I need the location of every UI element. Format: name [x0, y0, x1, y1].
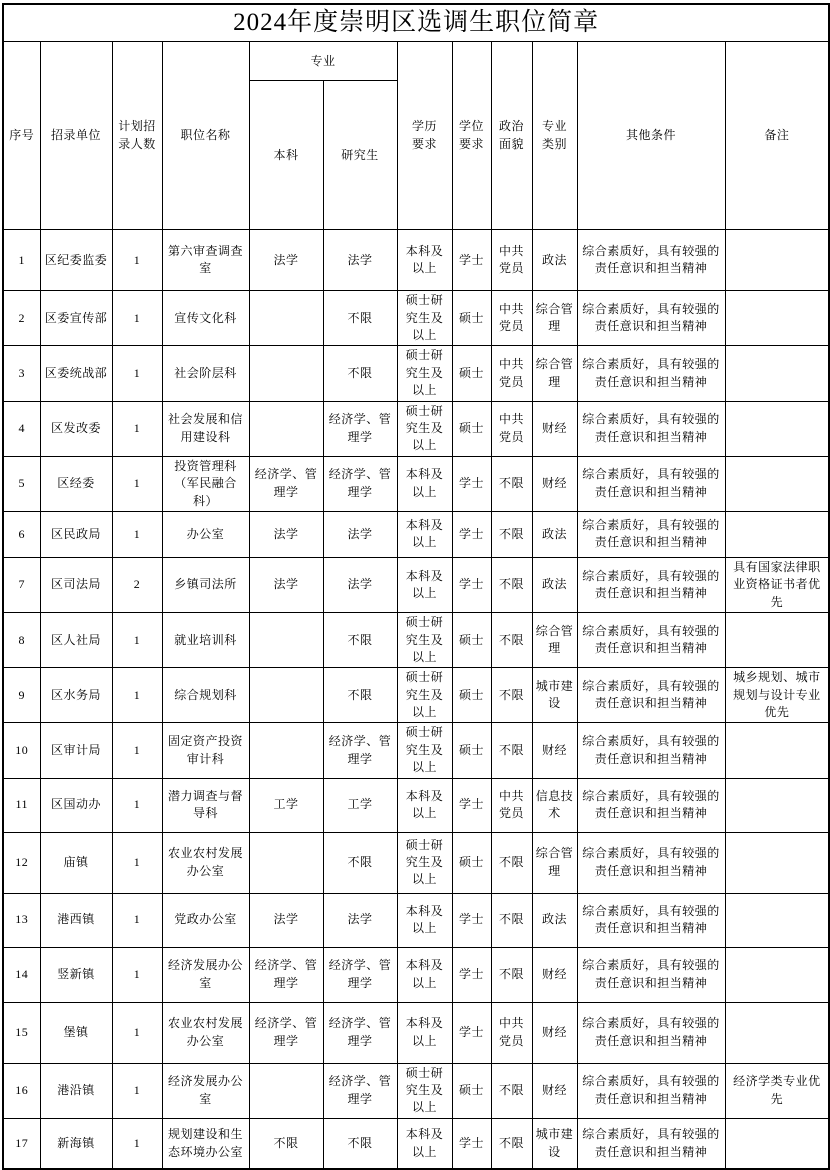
cell-degree-requirement: 硕士: [452, 346, 491, 401]
cell-seq: 11: [3, 778, 40, 832]
cell-other-conditions: 综合素质好，具有较强的责任意识和担当精神: [577, 723, 725, 778]
header-plan: [112, 42, 162, 230]
cell-unit: 港沿镇: [40, 1063, 112, 1118]
cell-other-conditions: 综合素质好，具有较强的责任意识和担当精神: [577, 346, 725, 401]
cell-edu-requirement: 硕士研究生及以上: [397, 401, 452, 456]
table-row: [3, 401, 829, 456]
cell-seq: 8: [3, 613, 40, 668]
cell-unit: 区委宣传部: [40, 291, 112, 346]
header-remarks: 备注: [725, 42, 829, 230]
cell-plan: 1: [112, 613, 162, 668]
cell-position: 潜力调查与督导科: [162, 778, 249, 832]
page-title: 2024年度崇明区选调生职位简章: [3, 4, 829, 42]
cell-remarks: [725, 613, 829, 668]
cell-plan: 1: [112, 947, 162, 1002]
cell-degree-requirement: 学士: [452, 778, 491, 832]
cell-major-graduate: 不限: [323, 291, 397, 346]
cell-major-category: 财经: [532, 723, 577, 778]
cell-position: 规划建设和生态环境办公室: [162, 1118, 249, 1169]
cell-degree-requirement: 学士: [452, 1118, 491, 1169]
cell-position: 投资管理科（军民融合科）: [162, 456, 249, 511]
cell-political-status: 不限: [491, 1118, 532, 1169]
cell-position: 经济发展办公室: [162, 947, 249, 1002]
cell-other-conditions: 综合素质好，具有较强的责任意识和担当精神: [577, 893, 725, 947]
cell-major-graduate: 经济学、管理学: [323, 1063, 397, 1118]
cell-unit: 区水务局: [40, 668, 112, 723]
table-row: [3, 511, 829, 557]
cell-degree-requirement: 硕士: [452, 723, 491, 778]
cell-remarks: [725, 230, 829, 291]
cell-seq: 17: [3, 1118, 40, 1169]
cell-edu-requirement: 硕士研究生及以上: [397, 346, 452, 401]
table-row: [3, 723, 829, 778]
cell-major-category: 政法: [532, 230, 577, 291]
cell-degree-requirement: 硕士: [452, 1063, 491, 1118]
cell-plan: 1: [112, 668, 162, 723]
cell-seq: 13: [3, 893, 40, 947]
header-major-undergraduate: 本科: [249, 81, 323, 230]
header-degree: [452, 42, 491, 230]
cell-major-graduate: 不限: [323, 668, 397, 723]
cell-edu-requirement: 本科及以上: [397, 511, 452, 557]
cell-position: 固定资产投资审计科: [162, 723, 249, 778]
cell-other-conditions: 综合素质好，具有较强的责任意识和担当精神: [577, 401, 725, 456]
cell-major-category: 财经: [532, 947, 577, 1002]
cell-major-undergraduate: 工学: [249, 778, 323, 832]
cell-unit: 堡镇: [40, 1002, 112, 1063]
cell-other-conditions: 综合素质好，具有较强的责任意识和担当精神: [577, 668, 725, 723]
header-unit: 招录单位: [40, 42, 112, 230]
cell-other-conditions: 综合素质好，具有较强的责任意识和担当精神: [577, 291, 725, 346]
cell-other-conditions: 综合素质好，具有较强的责任意识和担当精神: [577, 778, 725, 832]
cell-other-conditions: 综合素质好，具有较强的责任意识和担当精神: [577, 511, 725, 557]
cell-degree-requirement: 硕士: [452, 668, 491, 723]
cell-major-category: 综合管理: [532, 346, 577, 401]
cell-other-conditions: 综合素质好，具有较强的责任意识和担当精神: [577, 557, 725, 612]
cell-plan: 1: [112, 230, 162, 291]
cell-major-category: 政法: [532, 893, 577, 947]
cell-degree-requirement: 硕士: [452, 401, 491, 456]
cell-major-undergraduate: 经济学、管理学: [249, 947, 323, 1002]
cell-major-undergraduate: [249, 346, 323, 401]
cell-major-graduate: 法学: [323, 893, 397, 947]
cell-major-category: 政法: [532, 511, 577, 557]
cell-major-undergraduate: 法学: [249, 230, 323, 291]
cell-position: 农业农村发展办公室: [162, 1002, 249, 1063]
cell-political-status: 中共党员: [491, 778, 532, 832]
cell-plan: 1: [112, 346, 162, 401]
cell-major-category: 政法: [532, 557, 577, 612]
cell-plan: 1: [112, 511, 162, 557]
table-row: [3, 557, 829, 612]
cell-major-graduate: 经济学、管理学: [323, 401, 397, 456]
cell-major-undergraduate: [249, 1063, 323, 1118]
table-row: [3, 346, 829, 401]
cell-major-undergraduate: 经济学、管理学: [249, 1002, 323, 1063]
cell-major-category: 城市建设: [532, 1118, 577, 1169]
cell-degree-requirement: 学士: [452, 893, 491, 947]
cell-political-status: 不限: [491, 893, 532, 947]
table-row: [3, 893, 829, 947]
cell-edu-requirement: 本科及以上: [397, 456, 452, 511]
header-position: 职位名称: [162, 42, 249, 230]
cell-position: 农业农村发展办公室: [162, 832, 249, 893]
table-row: [3, 778, 829, 832]
cell-plan: 1: [112, 778, 162, 832]
table-row: [3, 947, 829, 1002]
header-major-group: 专业: [249, 42, 397, 81]
cell-unit: 竖新镇: [40, 947, 112, 1002]
table-body: [3, 230, 829, 1170]
cell-seq: 10: [3, 723, 40, 778]
cell-other-conditions: 综合素质好，具有较强的责任意识和担当精神: [577, 1063, 725, 1118]
cell-position: 社会阶层科: [162, 346, 249, 401]
cell-degree-requirement: 学士: [452, 947, 491, 1002]
header-political: [491, 42, 532, 230]
cell-unit: 区审计局: [40, 723, 112, 778]
table-row: [3, 230, 829, 291]
cell-unit: 区纪委监委: [40, 230, 112, 291]
header-category-label: 专业类别: [541, 119, 567, 151]
cell-major-undergraduate: 经济学、管理学: [249, 456, 323, 511]
table-row: [3, 1118, 829, 1169]
cell-major-graduate: 工学: [323, 778, 397, 832]
cell-remarks: [725, 1118, 829, 1169]
cell-degree-requirement: 学士: [452, 557, 491, 612]
header-plan-label: 计划招录人数: [118, 119, 156, 151]
cell-degree-requirement: 硕士: [452, 832, 491, 893]
cell-edu-requirement: 本科及以上: [397, 230, 452, 291]
cell-other-conditions: 综合素质好，具有较强的责任意识和担当精神: [577, 613, 725, 668]
cell-political-status: 不限: [491, 613, 532, 668]
cell-major-category: 财经: [532, 401, 577, 456]
cell-major-category: 综合管理: [532, 832, 577, 893]
cell-unit: 港西镇: [40, 893, 112, 947]
cell-political-status: 不限: [491, 832, 532, 893]
cell-major-graduate: 不限: [323, 832, 397, 893]
header-edu-label: 学历要求: [411, 119, 437, 151]
cell-other-conditions: 综合素质好，具有较强的责任意识和担当精神: [577, 456, 725, 511]
cell-remarks: 经济学类专业优先: [725, 1063, 829, 1118]
cell-remarks: [725, 1002, 829, 1063]
cell-political-status: 不限: [491, 723, 532, 778]
header-degree-label: 学位要求: [458, 119, 484, 151]
table-row: [3, 832, 829, 893]
cell-political-status: 中共党员: [491, 346, 532, 401]
cell-seq: 5: [3, 456, 40, 511]
cell-major-undergraduate: [249, 723, 323, 778]
cell-edu-requirement: 本科及以上: [397, 778, 452, 832]
cell-other-conditions: 综合素质好，具有较强的责任意识和担当精神: [577, 947, 725, 1002]
cell-major-graduate: 不限: [323, 346, 397, 401]
cell-edu-requirement: 硕士研究生及以上: [397, 1063, 452, 1118]
cell-major-graduate: 不限: [323, 613, 397, 668]
header-political-label: 政治面貌: [498, 119, 524, 151]
cell-seq: 7: [3, 557, 40, 612]
cell-major-undergraduate: [249, 291, 323, 346]
cell-seq: 4: [3, 401, 40, 456]
cell-edu-requirement: 硕士研究生及以上: [397, 668, 452, 723]
cell-major-category: 财经: [532, 1063, 577, 1118]
cell-edu-requirement: 硕士研究生及以上: [397, 723, 452, 778]
cell-major-graduate: 经济学、管理学: [323, 723, 397, 778]
cell-edu-requirement: 本科及以上: [397, 557, 452, 612]
cell-unit: 区司法局: [40, 557, 112, 612]
table-row: [3, 668, 829, 723]
positions-table: [2, 3, 830, 1170]
table-row: [3, 456, 829, 511]
cell-remarks: [725, 456, 829, 511]
header-major-graduate: 研究生: [323, 81, 397, 230]
cell-political-status: 不限: [491, 668, 532, 723]
cell-position: 社会发展和信用建设科: [162, 401, 249, 456]
cell-other-conditions: 综合素质好，具有较强的责任意识和担当精神: [577, 1002, 725, 1063]
cell-degree-requirement: 硕士: [452, 291, 491, 346]
cell-major-graduate: 法学: [323, 230, 397, 291]
cell-position: 党政办公室: [162, 893, 249, 947]
cell-remarks: [725, 511, 829, 557]
cell-major-category: 财经: [532, 1002, 577, 1063]
cell-political-status: 中共党员: [491, 1002, 532, 1063]
cell-seq: 16: [3, 1063, 40, 1118]
cell-position: 第六审查调查室: [162, 230, 249, 291]
cell-political-status: 不限: [491, 456, 532, 511]
cell-major-undergraduate: 法学: [249, 557, 323, 612]
cell-seq: 12: [3, 832, 40, 893]
cell-plan: 1: [112, 1002, 162, 1063]
cell-position: 乡镇司法所: [162, 557, 249, 612]
cell-plan: 1: [112, 291, 162, 346]
cell-degree-requirement: 学士: [452, 230, 491, 291]
cell-major-undergraduate: [249, 613, 323, 668]
cell-major-graduate: 不限: [323, 1118, 397, 1169]
cell-seq: 14: [3, 947, 40, 1002]
header-category: [532, 42, 577, 230]
cell-unit: 区经委: [40, 456, 112, 511]
cell-degree-requirement: 学士: [452, 1002, 491, 1063]
header-seq: 序号: [3, 42, 40, 230]
cell-seq: 3: [3, 346, 40, 401]
header-other: 其他条件: [577, 42, 725, 230]
cell-political-status: 不限: [491, 1063, 532, 1118]
table-row: [3, 613, 829, 668]
cell-unit: 区委统战部: [40, 346, 112, 401]
cell-plan: 1: [112, 1063, 162, 1118]
cell-unit: 新海镇: [40, 1118, 112, 1169]
cell-seq: 1: [3, 230, 40, 291]
cell-remarks: [725, 346, 829, 401]
cell-major-undergraduate: [249, 832, 323, 893]
cell-political-status: 中共党员: [491, 401, 532, 456]
cell-political-status: 不限: [491, 557, 532, 612]
cell-major-graduate: 法学: [323, 557, 397, 612]
cell-position: 经济发展办公室: [162, 1063, 249, 1118]
cell-seq: 6: [3, 511, 40, 557]
cell-degree-requirement: 学士: [452, 511, 491, 557]
table-row: [3, 1063, 829, 1118]
cell-seq: 2: [3, 291, 40, 346]
cell-major-undergraduate: 不限: [249, 1118, 323, 1169]
cell-position: 宣传文化科: [162, 291, 249, 346]
cell-major-undergraduate: [249, 668, 323, 723]
cell-plan: 1: [112, 1118, 162, 1169]
cell-other-conditions: 综合素质好，具有较强的责任意识和担当精神: [577, 1118, 725, 1169]
cell-remarks: [725, 291, 829, 346]
cell-seq: 15: [3, 1002, 40, 1063]
cell-major-category: 城市建设: [532, 668, 577, 723]
cell-other-conditions: 综合素质好，具有较强的责任意识和担当精神: [577, 230, 725, 291]
cell-political-status: 不限: [491, 947, 532, 1002]
cell-edu-requirement: 硕士研究生及以上: [397, 291, 452, 346]
cell-major-graduate: 法学: [323, 511, 397, 557]
header-edu: [397, 42, 452, 230]
cell-remarks: 城乡规划、城市规划与设计专业优先: [725, 668, 829, 723]
cell-degree-requirement: 硕士: [452, 613, 491, 668]
cell-edu-requirement: 本科及以上: [397, 893, 452, 947]
cell-remarks: [725, 401, 829, 456]
cell-major-category: 综合管理: [532, 291, 577, 346]
cell-position: 就业培训科: [162, 613, 249, 668]
cell-remarks: [725, 778, 829, 832]
cell-edu-requirement: 硕士研究生及以上: [397, 613, 452, 668]
cell-plan: 1: [112, 723, 162, 778]
cell-major-category: 综合管理: [532, 613, 577, 668]
cell-political-status: 中共党员: [491, 291, 532, 346]
cell-plan: 1: [112, 456, 162, 511]
cell-edu-requirement: 硕士研究生及以上: [397, 832, 452, 893]
cell-seq: 9: [3, 668, 40, 723]
cell-major-category: 信息技术: [532, 778, 577, 832]
cell-plan: 1: [112, 832, 162, 893]
cell-edu-requirement: 本科及以上: [397, 1002, 452, 1063]
cell-other-conditions: 综合素质好，具有较强的责任意识和担当精神: [577, 832, 725, 893]
cell-political-status: 中共党员: [491, 230, 532, 291]
cell-major-category: 财经: [532, 456, 577, 511]
cell-edu-requirement: 本科及以上: [397, 1118, 452, 1169]
cell-remarks: [725, 947, 829, 1002]
cell-plan: 2: [112, 557, 162, 612]
cell-major-undergraduate: [249, 401, 323, 456]
cell-unit: 区人社局: [40, 613, 112, 668]
cell-remarks: [725, 723, 829, 778]
cell-unit: 庙镇: [40, 832, 112, 893]
cell-edu-requirement: 本科及以上: [397, 947, 452, 1002]
cell-plan: 1: [112, 401, 162, 456]
table-row: [3, 1002, 829, 1063]
cell-major-graduate: 经济学、管理学: [323, 947, 397, 1002]
cell-unit: 区民政局: [40, 511, 112, 557]
cell-political-status: 不限: [491, 511, 532, 557]
cell-major-graduate: 经济学、管理学: [323, 456, 397, 511]
table-row: [3, 291, 829, 346]
cell-plan: 1: [112, 893, 162, 947]
cell-position: 综合规划科: [162, 668, 249, 723]
cell-major-undergraduate: 法学: [249, 893, 323, 947]
cell-unit: 区国动办: [40, 778, 112, 832]
cell-major-undergraduate: 法学: [249, 511, 323, 557]
cell-degree-requirement: 学士: [452, 456, 491, 511]
cell-position: 办公室: [162, 511, 249, 557]
cell-remarks: 具有国家法律职业资格证书者优先: [725, 557, 829, 612]
cell-remarks: [725, 893, 829, 947]
cell-remarks: [725, 832, 829, 893]
cell-major-graduate: 经济学、管理学: [323, 1002, 397, 1063]
cell-unit: 区发改委: [40, 401, 112, 456]
